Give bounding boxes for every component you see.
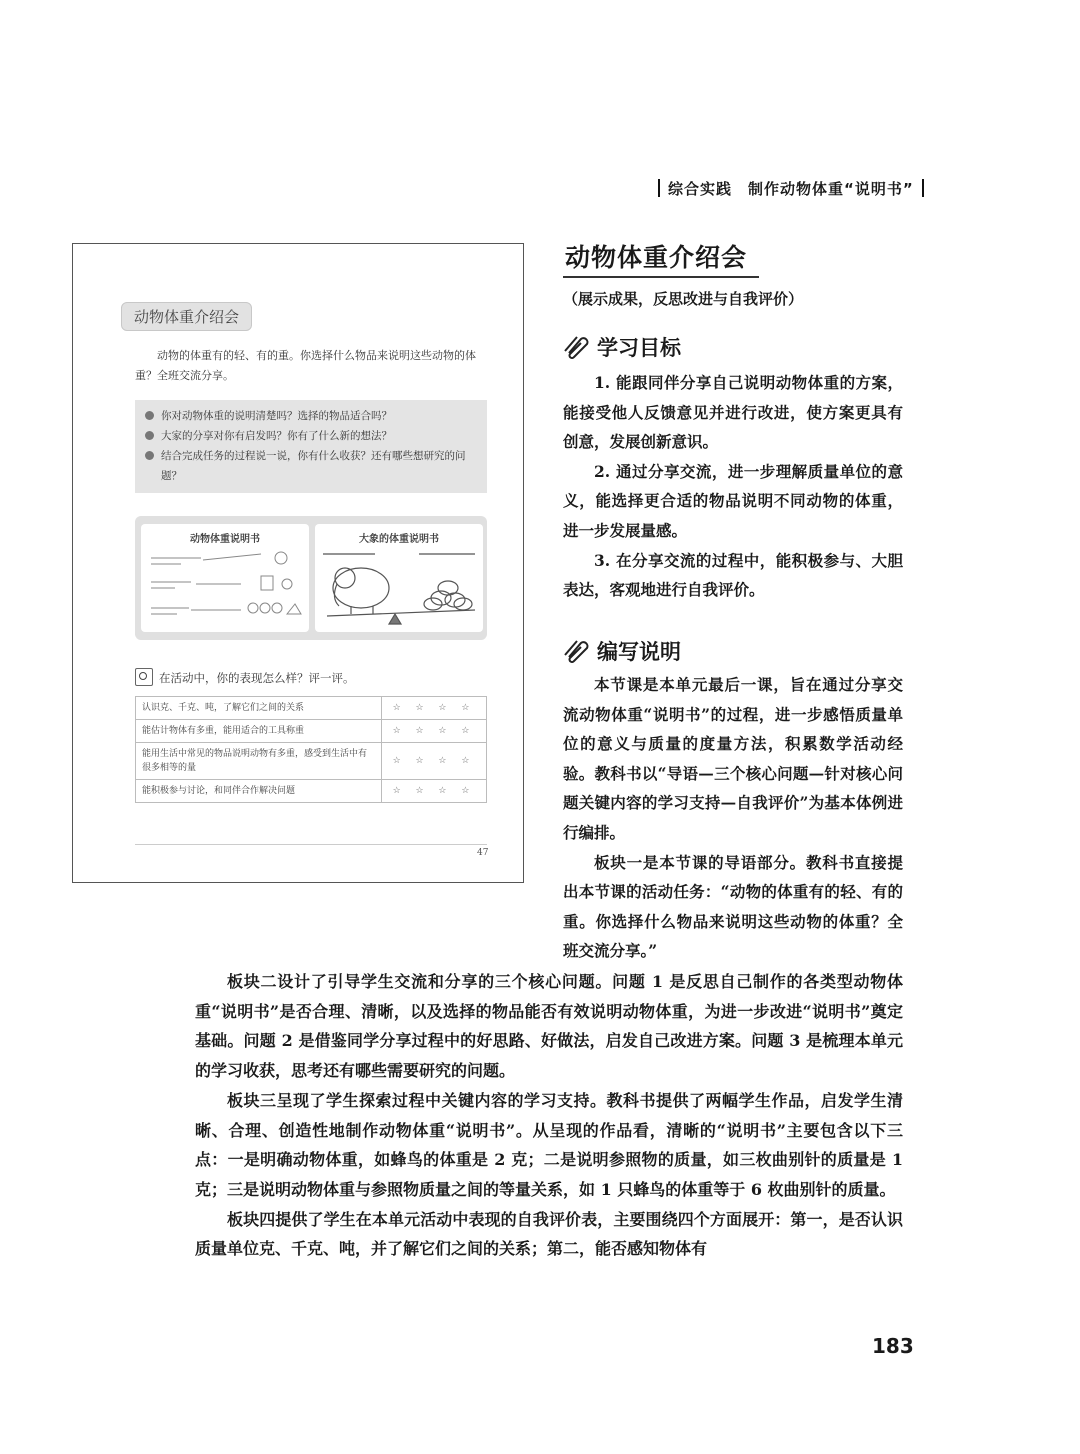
student-work-title: 大象的体重说明书 <box>359 534 439 545</box>
magnifier-icon <box>135 668 153 686</box>
textbook-question: 你对动物体重的说明清楚吗？选择的物品适合吗？ <box>145 406 477 426</box>
header-bar-left <box>658 179 660 197</box>
textbook-question: 结合完成任务的过程说一说，你有什么收获？还有哪些想研究的问题？ <box>145 446 477 486</box>
self-eval-prompt: 在活动中，你的表现怎么样？评一评。 <box>135 668 355 686</box>
textbook-page-number: 47 <box>477 848 489 858</box>
section-title: 动物体重介绍会 <box>565 243 748 272</box>
table-row: 能积极参与讨论，和同伴合作解决问题 ☆ ☆ ☆ ☆ <box>136 780 487 803</box>
rating-stars: ☆ ☆ ☆ ☆ <box>382 697 487 720</box>
header-text: 综合实践 制作动物体重“说明书” <box>668 180 914 198</box>
divider <box>135 844 487 845</box>
student-work-title: 动物体重说明书 <box>190 534 260 545</box>
textbook-intro: 动物的体重有的轻、有的重。你选择什么物品来说明这些动物的体重？全班交流分享。 <box>135 349 476 382</box>
rating-stars: ☆ ☆ ☆ ☆ <box>382 780 487 803</box>
textbook-lesson-title: 动物体重介绍会 <box>121 302 252 331</box>
table-row: 认识克、千克、吨，了解它们之间的关系 ☆ ☆ ☆ ☆ <box>136 697 487 720</box>
title-underline <box>563 276 759 278</box>
running-header <box>650 178 950 199</box>
paperclip-icon <box>563 335 593 359</box>
paperclip-icon <box>563 639 593 663</box>
writing-notes-full <box>195 967 903 1264</box>
goal-item: 1. 能跟同伴分享自己说明动物体重的方案，能接受他人反馈意见并进行改进，使方案更具有创意，发展创新意识。 <box>563 373 903 452</box>
student-works-panel <box>135 516 487 640</box>
page-number: 183 <box>872 1334 914 1358</box>
paragraph: 板块一是本节课的导语部分。教科书直接提出本节课的活动任务：“动物的体重有的轻、有的重。你选择什么物品来说明这些动物的体重？全班交流分享。” <box>563 852 903 961</box>
bullet-icon <box>145 431 154 440</box>
paragraph: 本节课是本单元最后一课，旨在通过分享交流动物体重“说明书”的过程，进一步感悟质量单位的意义与质量的度量方法，积累数学活动经验。教科书以“导语—三个核心问题—针对核心问题关键内容的学习支持—自我评价”为基本体例进行编排。 <box>563 675 903 842</box>
goal-item: 2. 通过分享交流，进一步理解质量单位的意义，能选择更合适的物品说明不同动物的体重，进一步发展量感。 <box>563 461 903 540</box>
bullet-icon <box>145 451 154 460</box>
textbook-questions-box <box>135 400 487 493</box>
paragraph: 板块四提供了学生在本单元活动中表现的自我评价表，主要围绕四个方面展开：第一，是否认识质量单位克、千克、吨，并了解它们之间的关系；第二，能否感知物体有 <box>195 1209 903 1259</box>
notes-heading: 编写说明 <box>563 636 681 666</box>
student-work-1 <box>141 524 309 632</box>
writing-notes-column <box>563 670 903 966</box>
table-row: 能用生活中常见的物品说明动物有多重，感受到生活中有很多相等的量 ☆ ☆ ☆ ☆ <box>136 743 487 780</box>
self-eval-table <box>135 696 487 803</box>
rating-stars: ☆ ☆ ☆ ☆ <box>382 720 487 743</box>
bullet-icon <box>145 411 154 420</box>
header-bar-right <box>922 179 924 197</box>
section-subtitle: （展示成果，反思改进与自我评价） <box>563 290 804 308</box>
goals-heading: 学习目标 <box>563 332 681 362</box>
learning-goals <box>563 368 903 605</box>
paragraph: 板块二设计了引导学生交流和分享的三个核心问题。问题 1 是反思自己制作的各类型动物体重“说明书”是否合理、清晰，以及选择的物品能否有效说明动物体重，为进一步改进“说明书”奠定基础。问题 2 是借鉴同学分享过程中的好思路、好做法，启发自己改进方案。问题 3 是梳理本单元的学习收获，思考还有哪些需要研究的问题。 <box>195 972 903 1081</box>
textbook-question: 大家的分享对你有启发吗？你有了什么新的想法？ <box>145 426 477 446</box>
student-work-2 <box>315 524 483 632</box>
table-row: 能估计物体有多重，能用适合的工具称重 ☆ ☆ ☆ ☆ <box>136 720 487 743</box>
rating-stars: ☆ ☆ ☆ ☆ <box>382 743 487 780</box>
textbook-page-image <box>72 243 524 883</box>
paragraph: 板块三呈现了学生探索过程中关键内容的学习支持。教科书提供了两幅学生作品，启发学生清晰、合理、创造性地制作动物体重“说明书”。从呈现的作品看，清晰的“说明书”主要包含以下三点：一是明确动物体重，如蜂鸟的体重是 2 克；二是说明参照物的质量，如三枚曲别针的质量是 1 克；三是说明动物体重与参照物质量之间的等量关系，如 1 只蜂鸟的体重等于 6 枚曲别针的质量。 <box>195 1090 903 1199</box>
goal-item: 3. 在分享交流的过程中，能积极参与、大胆表达，客观地进行自我评价。 <box>563 550 903 600</box>
